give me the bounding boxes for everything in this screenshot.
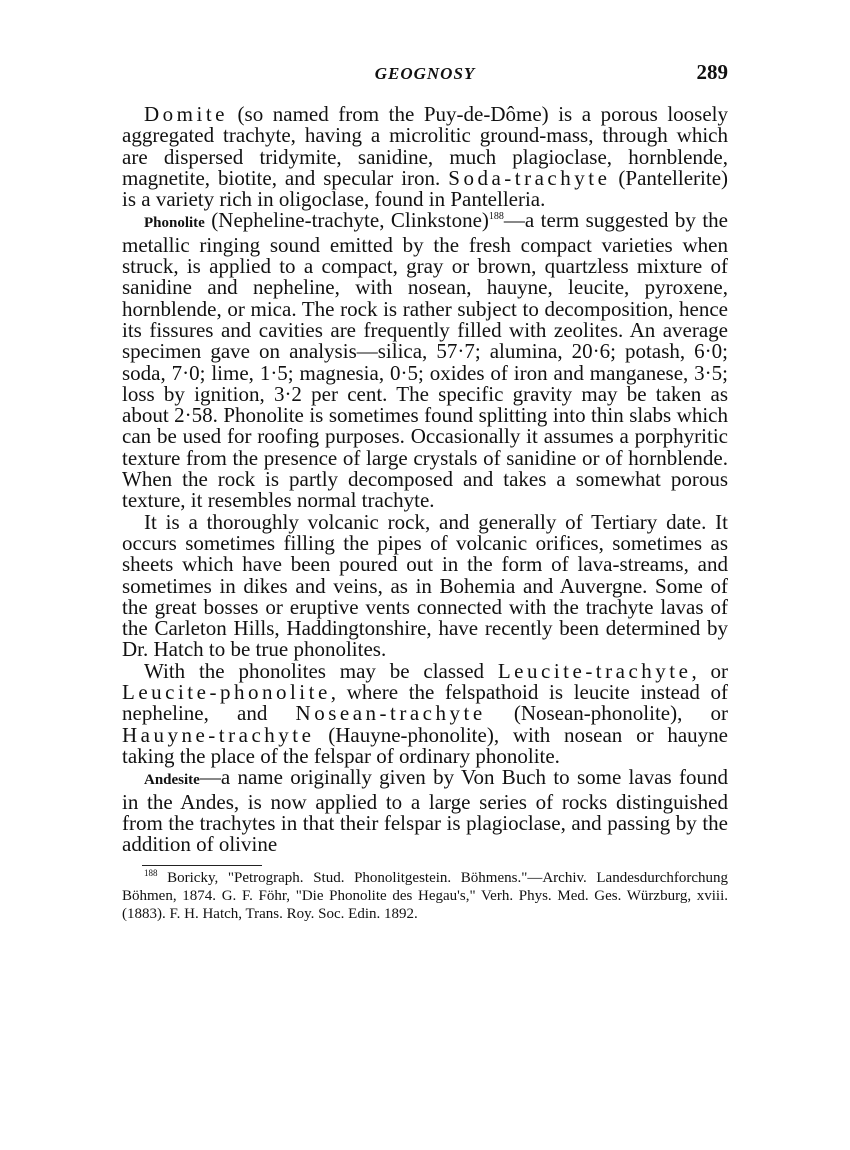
term-andesite: Andesite (144, 772, 200, 789)
running-head: GEOGNOSY (374, 64, 476, 83)
with-text-a: With the phonolites may be classed (144, 658, 485, 683)
with-text-c: , where the felspathoid is leucite instead of nepheline, and (122, 680, 728, 726)
soda-trachyte-text: (Pantellerite) is a variety rich in oligoclase, found in Pantelleria. (122, 165, 729, 212)
with-text-e: (Hauyne-phonolite), with nosean or hauyne taking the place of the felspar of ordinary phonolite. (122, 722, 728, 768)
footnote-text: Boricky, "Petrograph. Stud. Phonolitgestein. Böhmens."—Archiv. Landesdurchforchung Böhmen, 1874. G. F. Föhr, "Die Phonolite des Hegau's," Verh. Phys. Med. Ges. Würzburg, xviii. (1883). F. H. Hatch, Trans. Roy. Soc. Edin. 1892. (122, 870, 729, 922)
term-leucite-trachyte: Leucite-trachyte (497, 658, 692, 683)
page-header (122, 60, 728, 92)
footnote-ref: 188 (488, 211, 504, 223)
page-number: 289 (696, 60, 728, 84)
term-soda-trachyte: Soda-trachyte (448, 165, 611, 190)
paragraph-tertiary (122, 509, 728, 662)
term-phonolite: Phonolite (144, 215, 205, 232)
term-leucite-phonolite: Leucite-phonolite (122, 680, 331, 705)
body-text (122, 104, 728, 855)
footnote-188 (122, 870, 728, 923)
phonolite-text-a: (Nepheline-trachyte, Clinkstone) (211, 208, 489, 233)
andesite-text: —a name originally given by Von Buch to some lavas found in the Andes, is now applied to a large series of rocks distinguished from the trachytes in that their felspar is plagioclase, and passing by the addition of olivine (122, 765, 728, 857)
term-hauyne-trachyte: Hauyne-trachyte (122, 722, 315, 747)
term-nosean-trachyte: Nosean-trachyte (295, 701, 486, 726)
page (122, 60, 728, 923)
with-text-d: (Nosean-phonolite), or (513, 701, 729, 726)
domite-text: (so named from the Puy-de-Dôme) is a porous loosely aggregated trachyte, having a microlitic ground-mass, through which are dispersed tridymite, sanidine, much plagioclase, hornblende, magnetite, biotite, and specular iron. (122, 102, 728, 190)
paragraph-leucite (122, 658, 729, 768)
phonolite-text-b: —a term suggested by the metallic ringing sound emitted by the fresh compact varieties when struck, is applied to a compact, gray or brown, quartzless mixture of sanidine and nepheline, with nosean, hauyne, leucite, pyroxene, hornblende, or mica. The rock is rather subject to decomposition, hence its fissures and cavities are frequently filled with zeolites. An average specimen gave on analysis—silica, 57·7; alumina, 20·6; potash, 6·0; soda, 7·0; lime, 1·5; magnesia, 0·5; oxides of iron and manganese, 3·5; loss by ignition, 3·2 per cent. The specific gravity may be taken as about 2·58. Phonolite is sometimes found splitting into thin slabs which can be used for roofing purposes. Occasionally it assumes a porphyritic texture from the presence of large crystals of sanidine or of hornblende. When the rock is partly decomposed and takes a somewhat porous texture, it resembles normal trachyte. (122, 208, 728, 513)
term-domite: Domite (144, 102, 228, 126)
with-text-b: , or (691, 658, 729, 683)
tertiary-text: It is a thoroughly volcanic rock, and generally of Tertiary date. It occurs sometimes filling the pipes of volcanic orifices, sometimes as sheets which have been poured out in the form of lava-streams, and sometimes in dikes and veins, as in Bohemia and Auvergne. Some of the great bosses or eruptive vents connected with the trachyte lavas of the Carleton Hills, Haddingtonshire, have recently been determined by Dr. Hatch to be true phonolites. (122, 509, 728, 662)
paragraph-domite (122, 104, 728, 210)
footnote-number: 188 (144, 868, 158, 879)
footnote (122, 870, 728, 923)
paragraph-phonolite (122, 210, 728, 511)
paragraph-andesite (122, 767, 728, 855)
footnote-rule (142, 865, 262, 866)
